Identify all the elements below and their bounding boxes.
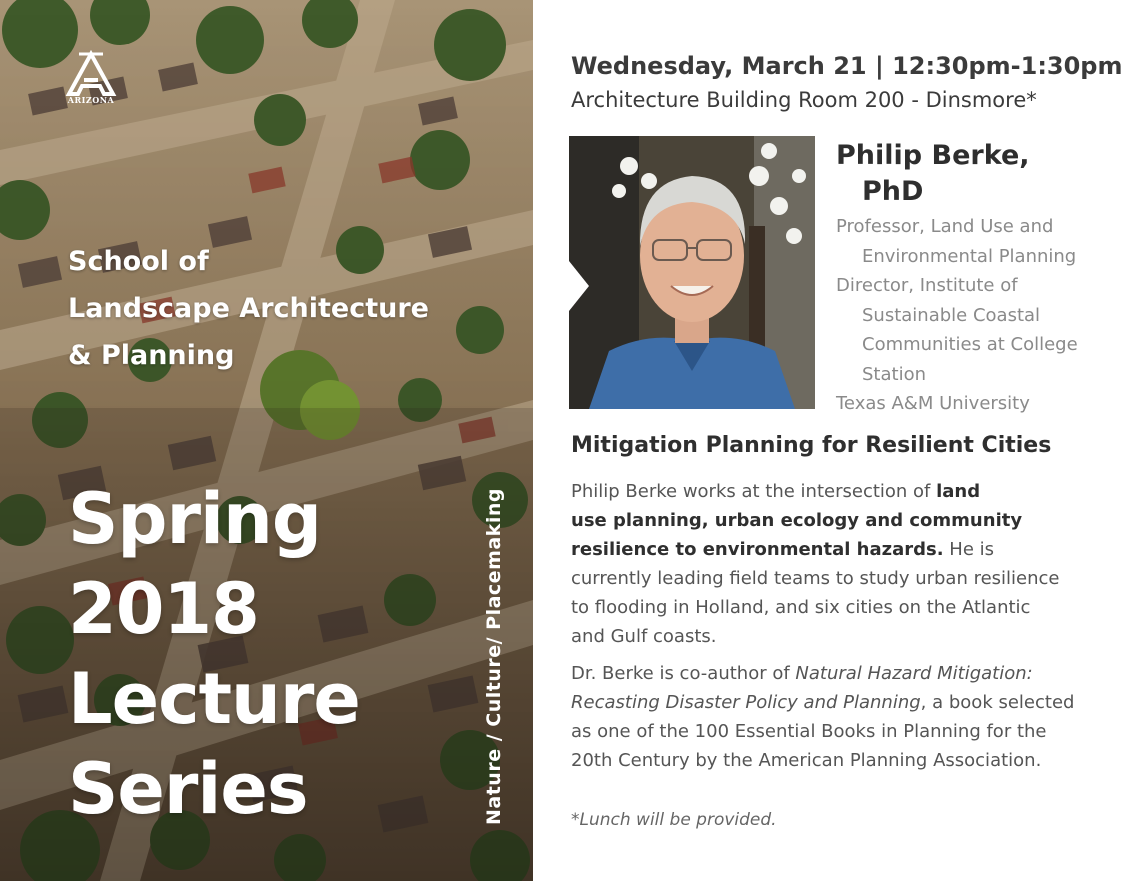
affiliation-line: Texas A&M University <box>836 393 1030 414</box>
school-name-line: & Planning <box>68 340 235 371</box>
bio-text: , a book selected <box>920 692 1075 713</box>
bio-text: and Gulf coasts. <box>571 626 717 647</box>
speaker-photo <box>569 136 815 409</box>
series-title-line: Spring <box>68 478 321 560</box>
bio-emphasis: resilience to environmental hazards. <box>571 539 944 560</box>
bio-text: Philip Berke works at the intersection of <box>571 481 937 502</box>
series-title-line: Series <box>68 748 308 830</box>
event-date-time: Wednesday, March 21 | 12:30pm-1:30pm <box>571 52 1123 80</box>
speaker-name <box>836 138 1030 210</box>
bio-text: as one of the 100 Essential Books in Planning for the <box>571 721 1047 742</box>
bio-paragraph-2 <box>571 659 1091 775</box>
bio-paragraph-1 <box>571 477 1091 651</box>
bio-text: to flooding in Holland, and six cities on the Atlantic <box>571 597 1031 618</box>
affiliation-line: Sustainable Coastal <box>862 304 1041 326</box>
affiliation-line: Communities at College <box>862 334 1078 355</box>
speaker-name-line: Philip Berke, <box>836 140 1030 171</box>
logo-wordmark: ARIZONA <box>67 95 115 105</box>
bio-text: He is <box>943 539 994 560</box>
bio-text: currently leading field teams to study urban resilience <box>571 568 1060 589</box>
speaker-portrait <box>569 136 815 409</box>
series-title-line: 2018 <box>68 568 259 650</box>
vertical-tagline: Nature / Culture/ Placemaking <box>483 488 505 825</box>
talk-title: Mitigation Planning for Resilient Cities <box>571 433 1052 458</box>
school-name <box>68 238 508 379</box>
left-panel <box>0 0 533 881</box>
lunch-note: *Lunch will be provided. <box>571 810 777 830</box>
event-location: Architecture Building Room 200 - Dinsmore* <box>571 88 1037 112</box>
book-title: Natural Hazard Mitigation: <box>795 663 1033 684</box>
affiliation-line: Station <box>862 363 926 385</box>
book-title: Recasting Disaster Policy and Planning <box>571 692 921 713</box>
bio-emphasis: use planning, urban ecology and community <box>571 510 1023 531</box>
speaker-affiliation <box>836 212 1096 419</box>
affiliation-line: Environmental Planning <box>862 245 1077 267</box>
bio-emphasis: land <box>936 481 981 502</box>
school-name-line: Landscape Architecture <box>68 293 429 324</box>
bio-text: Dr. Berke is co-author of <box>571 663 796 684</box>
bio-text: 20th Century by the American Planning Association. <box>571 750 1042 771</box>
school-name-line: School of <box>68 246 209 277</box>
lecture-series-title <box>68 474 458 834</box>
speaker-degree: PhD <box>862 176 924 207</box>
affiliation-line: Professor, Land Use and <box>836 216 1054 237</box>
affiliation-line: Director, Institute of <box>836 275 1018 296</box>
series-title-line: Lecture <box>68 658 360 740</box>
